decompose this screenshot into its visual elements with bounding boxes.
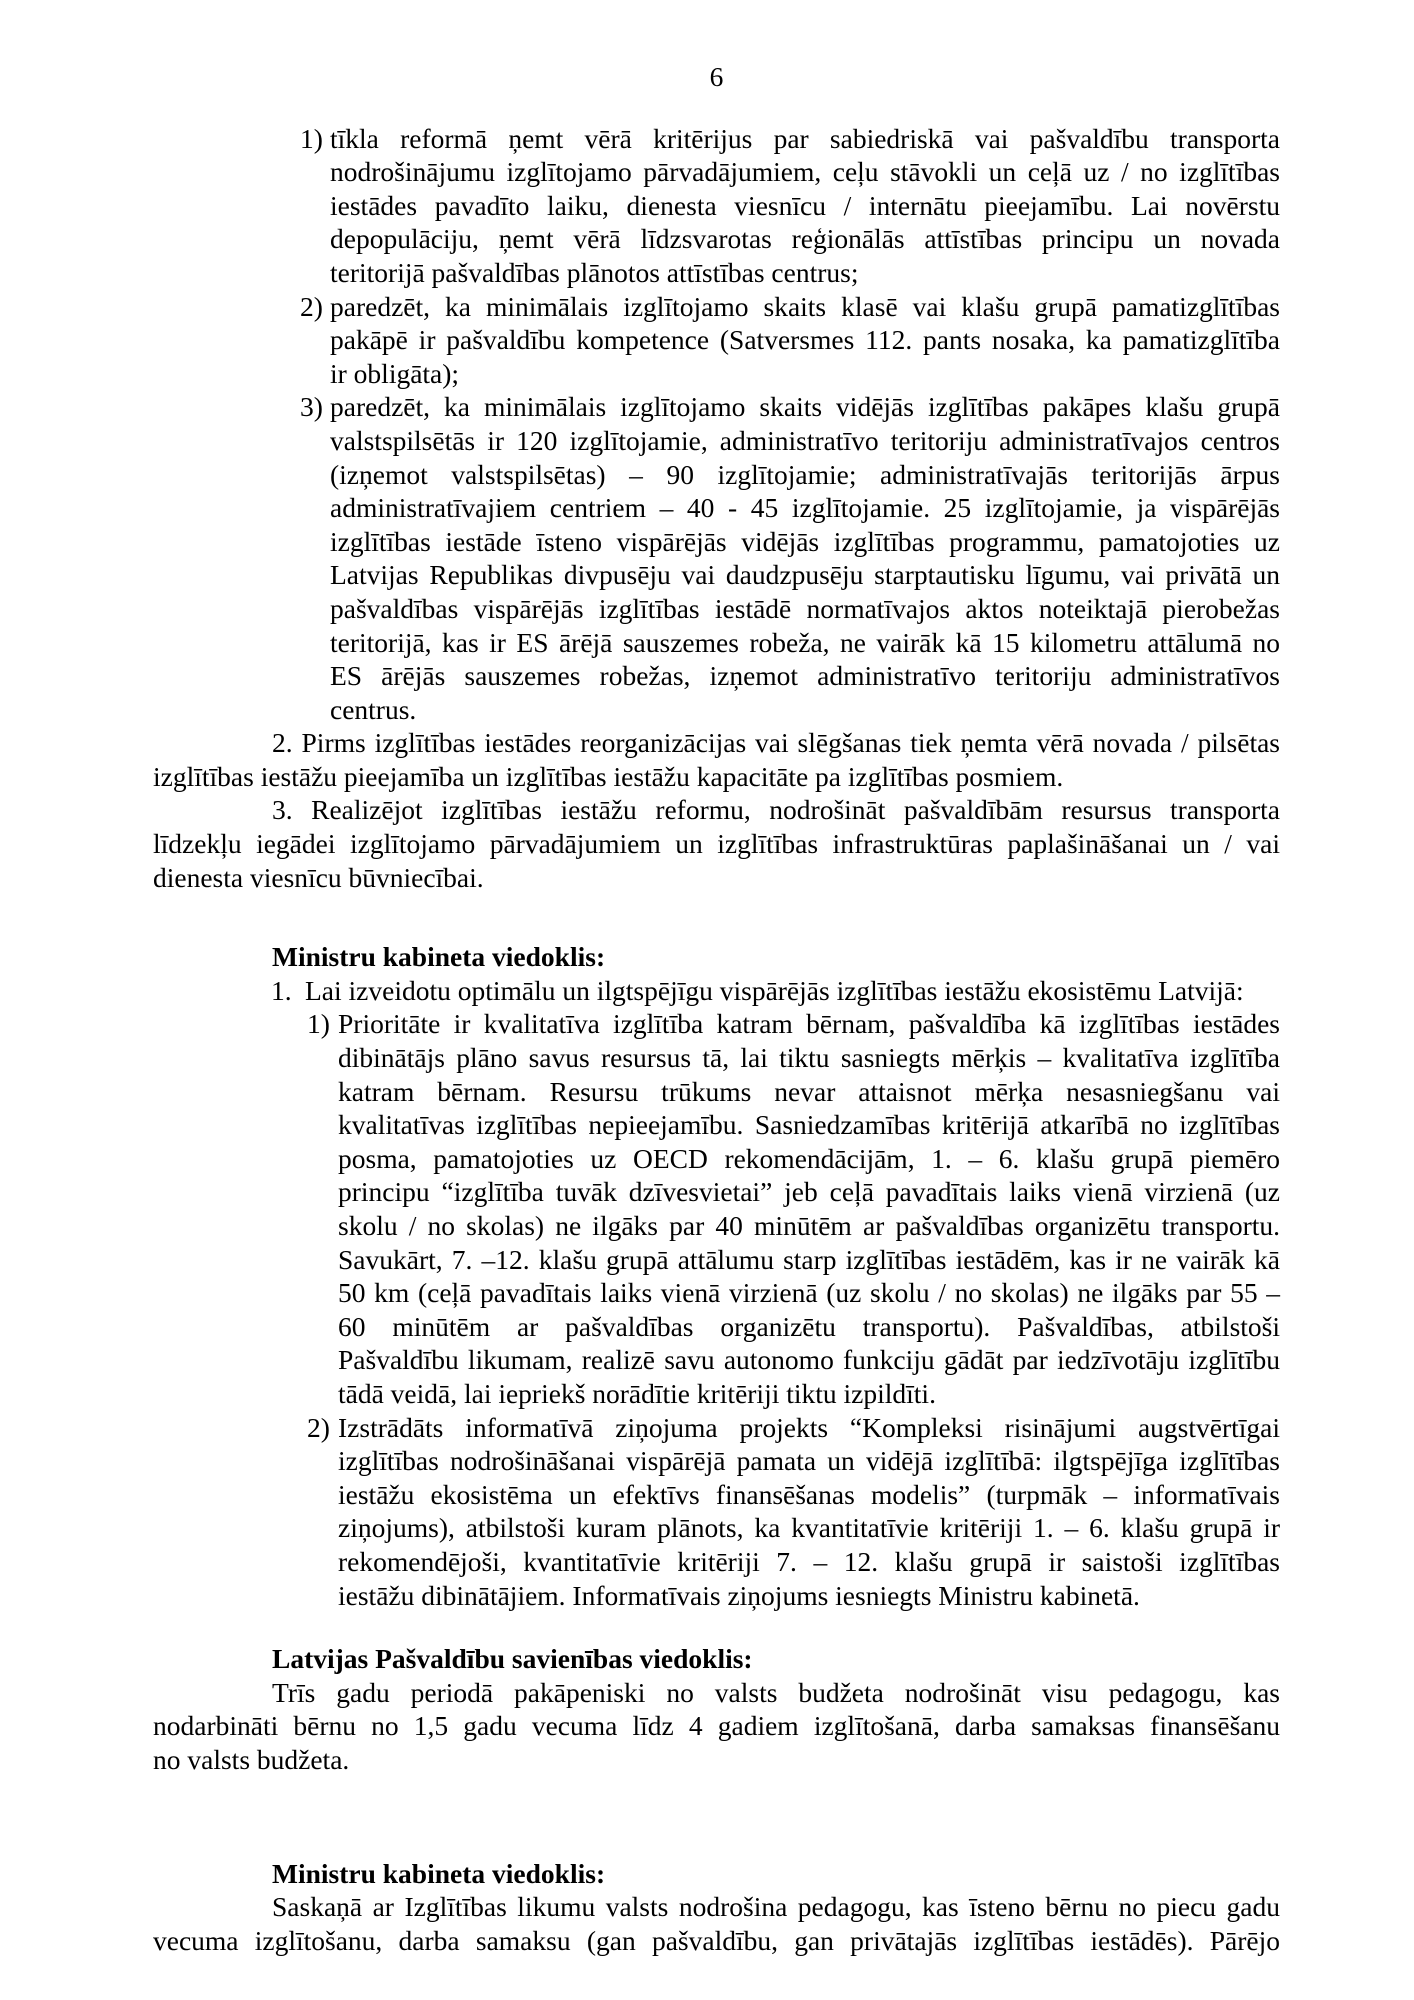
paragraph xyxy=(153,726,1280,793)
text-line: 50 km (ceļā pavadītais laiks vienā virzienā (uz skolu / no skolas) ne ilgāks par 55 – xyxy=(338,1277,1280,1309)
text-line: 3. Realizējot izglītības iestāžu reformu, nodrošināt pašvaldībām resursus transporta xyxy=(272,794,1280,826)
list-item xyxy=(307,1007,1280,1410)
text-line: iestādes pavadīto laiku, dienesta viesnīcu / internātu pieejamību. Lai novērstu xyxy=(330,189,1280,221)
text-line: administratīvajiem centriem – 40 - 45 izglītojamie. 25 izglītojamie, ja vispārējās xyxy=(330,492,1280,524)
section-heading: Ministru kabineta viedoklis: xyxy=(272,1857,606,1889)
text-line: centrus. xyxy=(330,693,417,725)
list-marker: 1) xyxy=(300,122,323,154)
text-line: katram bērnam. Resursu trūkums nevar attaisnot mērķa nesasniegšanu vai xyxy=(338,1075,1280,1107)
list-marker: 3) xyxy=(300,391,323,423)
text-line: tādā veidā, lai iepriekš norādītie kritēriji tiktu izpildīti. xyxy=(338,1377,936,1409)
text-line: ir obligāta); xyxy=(330,357,460,389)
text-line: Saskaņā ar Izglītības likumu valsts nodrošina pedagogu, kas īsteno bērnu no piecu gadu xyxy=(272,1891,1280,1923)
text-line: līdzekļu iegādei izglītojamo pārvadājumiem un izglītības infrastruktūras paplašināšanai un / vai xyxy=(153,828,1280,860)
text-line: valstspilsētās ir 120 izglītojamie, administratīvo teritoriju administratīvajos centros xyxy=(330,424,1280,456)
text-line: teritorijā, kas ir ES ārējā sauszemes robeža, ne vairāk kā 15 kilometru attālumā no xyxy=(330,626,1280,658)
list-item xyxy=(300,290,1280,391)
section-spacer xyxy=(153,1777,1280,1857)
text-line: Savukārt, 7. –12. klašu grupā attālumu starp izglītības iestādēm, kas ir ne vairāk kā xyxy=(338,1243,1280,1275)
text-line: Pašvaldību likumam, realizē savu autonomo funkciju gādāt par iedzīvotāju izglītību xyxy=(338,1344,1280,1376)
text-line: nodrošinājumu izglītojamo pārvadājumiem, ceļu stāvokli un ceļā uz / no izglītības xyxy=(330,156,1280,188)
text-line: nodarbināti bērnu no 1,5 gadu vecuma līdz 4 gadiem izglītošanā, darba samaksas finansēšanu xyxy=(153,1710,1280,1742)
text-line: Trīs gadu periodā pakāpeniski no valsts budžeta nodrošināt visu pedagogu, kas xyxy=(272,1676,1280,1708)
text-line: pakāpē ir pašvaldību kompetence (Satversmes 112. pants nosaka, ka pamatizglītība xyxy=(330,324,1280,356)
text-line: paredzēt, ka minimālais izglītojamo skaits vidējās izglītības pakāpes klašu grupā xyxy=(330,391,1280,423)
paragraph xyxy=(153,793,1280,894)
text-line: Latvijas Republikas divpusēju vai daudzpusēju starptautisku līgumu, vai privātā un xyxy=(330,559,1280,591)
text-line: dienesta viesnīcu būvniecībai. xyxy=(153,861,484,893)
list-item xyxy=(300,122,1280,290)
list-item xyxy=(300,390,1280,726)
text-line: izglītības iestāžu pieejamība un izglītības iestāžu kapacitāte pa izglītības posmiem. xyxy=(153,760,1064,792)
section-spacer xyxy=(153,894,1280,940)
list-item xyxy=(271,974,1280,1008)
text-line: pašvaldības vispārējās izglītības iestādē normatīvajos aktos noteiktajā pierobežas xyxy=(330,592,1280,624)
text-line: ES ārējās sauszemes robežas, izņemot administratīvo teritoriju administratīvos xyxy=(330,660,1280,692)
text-line: izglītības nodrošināšanai vispārējā pamata un vidējā izglītībā: ilgtspējīga izglītības xyxy=(338,1445,1280,1477)
text-line: iestāžu ekosistēma un efektīvs finansēšanas modelis” (turpmāk – informatīvais xyxy=(338,1478,1280,1510)
text-line: no valsts budžeta. xyxy=(153,1743,350,1775)
text-line: paredzēt, ka minimālais izglītojamo skaits klasē vai klašu grupā pamatizglītības xyxy=(330,290,1280,322)
text-line: rekomendējoši, kvantitatīvie kritēriji 7. – 12. klašu grupā ir saistoši izglītības xyxy=(338,1545,1280,1577)
text-line: vecuma izglītošanu, darba samaksu (gan pašvaldību, gan privātajās izglītības iestādēs). Pārējo xyxy=(153,1924,1280,1956)
document-body xyxy=(153,122,1280,1958)
section-heading: Latvijas Pašvaldību savienības viedoklis: xyxy=(272,1643,753,1675)
text-line: (izņemot valstspilsētas) – 90 izglītojamie; administratīvajās teritorijās ārpus xyxy=(330,458,1280,490)
paragraph xyxy=(153,1890,1280,1957)
text-line: iestāžu dibinātājiem. Informatīvais ziņojums iesniegts Ministru kabinetā. xyxy=(338,1579,1140,1611)
list-marker: 2) xyxy=(307,1411,330,1443)
section-spacer xyxy=(153,1612,1280,1642)
text-line: kvalitatīvas izglītības nepieejamību. Sasniedzamības kritērijā atkarībā no izglītības xyxy=(338,1109,1280,1141)
section-heading: Ministru kabineta viedoklis: xyxy=(272,941,606,973)
text-line: izglītības iestāde īsteno vispārējās vidējās izglītības programmu, pamatojoties uz xyxy=(330,525,1280,557)
list-marker: 1) xyxy=(307,1008,330,1040)
text-line: posma, pamatojoties uz OECD rekomendācijām, 1. – 6. klašu grupā piemēro xyxy=(338,1142,1280,1174)
text-line: Prioritāte ir kvalitatīva izglītība katram bērnam, pašvaldība kā izglītības iestādes xyxy=(338,1008,1280,1040)
text-line: dibinātājs plāno savus resursus tā, lai tiktu sasniegts mērķis – kvalitatīva izglītība xyxy=(338,1042,1280,1074)
list-marker: 1. xyxy=(271,974,292,1006)
text-line: Lai izveidotu optimālu un ilgtspējīgu vispārējās izglītības iestāžu ekosistēmu Latvijā: xyxy=(305,974,1244,1006)
list-item xyxy=(307,1411,1280,1613)
text-line: principu “izglītība tuvāk dzīvesvietai” jeb ceļā pavadītais laiks vienā virzienā (uz xyxy=(338,1176,1280,1208)
list-marker: 2) xyxy=(300,290,323,322)
page-number: 6 xyxy=(709,61,724,92)
text-line: Izstrādāts informatīvā ziņojuma projekts “Kompleksi risinājumi augstvērtīgai xyxy=(338,1411,1280,1443)
text-line: tīkla reformā ņemt vērā kritērijus par sabiedriskā vai pašvaldību transporta xyxy=(330,122,1280,154)
text-line: skolu / no skolas) ne ilgāks par 40 minūtēm ar pašvaldības organizētu transportu. xyxy=(338,1210,1280,1241)
text-line: depopulāciju, ņemt vērā līdzsvarotas reģionālās attīstības principu un novada xyxy=(330,223,1280,255)
text-line: ziņojums), atbilstoši kuram plānots, ka kvantitatīvie kritēriji 1. – 6. klašu grupā ir xyxy=(338,1512,1280,1544)
paragraph xyxy=(153,1676,1280,1777)
text-line: teritorijā pašvaldības plānotos attīstības centrus; xyxy=(330,256,859,288)
text-line: 2. Pirms izglītības iestādes reorganizācijas vai slēgšanas tiek ņemta vērā novada / pilsētas xyxy=(272,727,1280,759)
text-line: 60 minūtēm ar pašvaldības organizētu transportu). Pašvaldības, atbilstoši xyxy=(338,1310,1280,1342)
